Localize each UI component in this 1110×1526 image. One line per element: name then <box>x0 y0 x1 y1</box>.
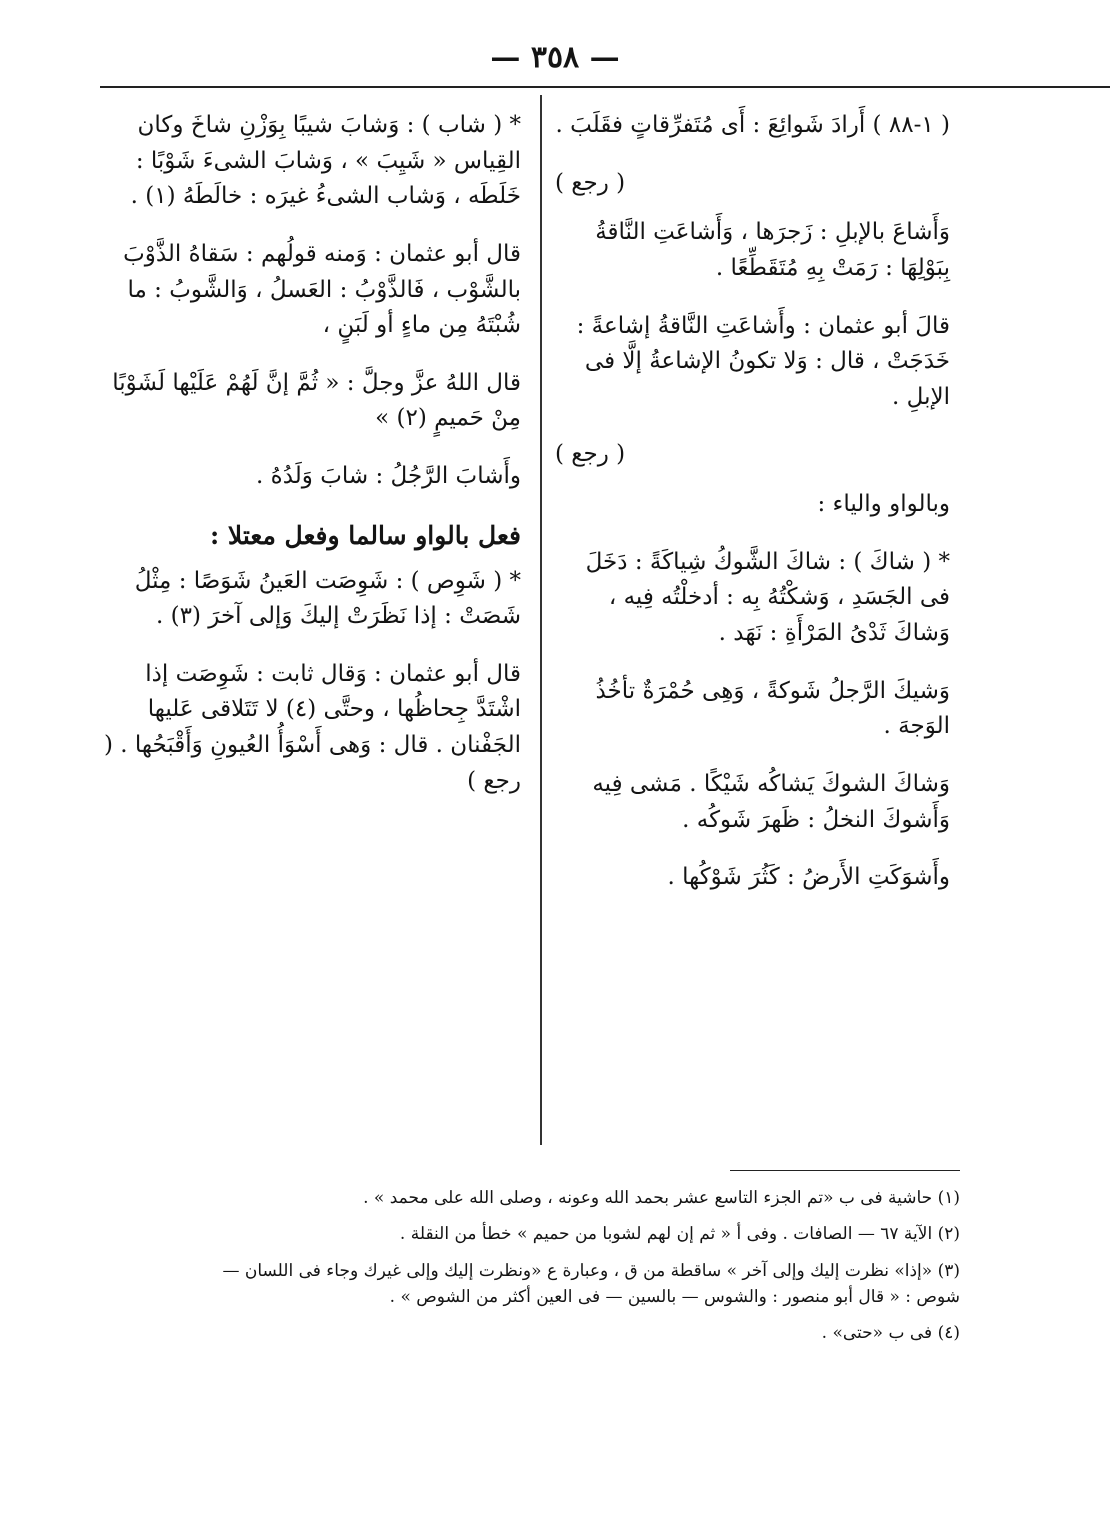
rujiʿ-tag: ( رجع ) <box>555 169 626 196</box>
footnote: (٤) فى ب «حتى» . <box>821 1323 960 1344</box>
paragraph: قال أبو عثمان : وَقال ثابت : شَوِصَت إذا اشْتَدَّ جِحاظُها ، وحتَّى (٤) لا تَتَلاقى عَليها الجَفْنان . قال : وَهى أَسْوَأُ العُيونِ وَأَقْبَحُها . ( رجع ) <box>103 660 521 794</box>
right-column <box>555 108 950 918</box>
footnote-rule <box>730 1170 960 1171</box>
section-heading: فعل بالواو سالما وفعل معتلا : <box>210 520 521 550</box>
paragraph: قال أبو عثمان : وَمنه قولُهم : سَقاهُ الذَّوْبَ بالشَّوْب ، فَالذَّوْبُ : العَسلُ ، وَالشَّوبُ : ما شُبْتَهُ مِن ماءٍ أو لَبَنٍ ، <box>123 240 521 339</box>
paragraph: * ( شاكَ ) : شاكَ الشَّوكُ شِياكَةً : دَخَلَ فى الجَسَدِ ، وَشكْتُهُ بِه : أدخلْتُه فِيه ، وَشاكَ ثَدْىُ المَرْأَةِ : نَهَد . <box>585 548 950 647</box>
paragraph: وَشاكَ الشوكَ يَشاكُه شَيْكًا . مَشى فِيه وَأَشوكَ النخلُ : ظَهرَ شَوكُه . <box>592 770 950 833</box>
footnotes <box>200 1185 960 1357</box>
column-divider <box>540 95 542 1145</box>
paragraph: وَشيكَ الرَّجلُ شَوكةً ، وَهِى حُمْرَةٌ تأخُذُ الوَجهَ . <box>595 677 950 740</box>
header-rule <box>100 86 1110 88</box>
paragraph: * ( شَوِص ) : شَوِصَت العَينُ شَوَصًا : مِثْلُ شَصَتْ : إذا نَظَرَتْ إليكَ وَإلى آخرَ (٣) . <box>134 567 521 630</box>
paragraph: وأَشوَكَتِ الأَرضُ : كَثُرَ شَوْكُها . <box>667 864 950 891</box>
paragraph: وأَشابَ الرَّجُلُ : شابَ وَلَدُهُ . <box>256 463 521 490</box>
rujiʿ-tag: ( رجع ) <box>555 441 626 468</box>
paragraph: * ( شاب ) : وَشابَ شيبًا بِوَزْنِ شاخَ وكان القِياس « شَيِبَ » ، وَشابَ الشىءَ شَوْبًا : خَلَطَه ، وَشاب الشىءُ غيرَه : خالَطَهُ (١) . <box>130 112 521 210</box>
paragraph: قالَ أبو عثمان : وأَشاعَتِ النَّاقةُ إشاعةً : خَدَجَتْ ، قال : وَلا تكونُ الإشاعةُ إلَّا فى الإبلِ . <box>576 312 950 410</box>
footnote: (٣) «إذا» نظرت إليك وإلى آخر » ساقطة من ق ، وعبارة ع «ونظرت إليك وإلى غيرك وجاء فى اللسان — شوص : « قال أبو منصور : والشوس — بالسين — فى العين أكثر من الشوص » . <box>222 1260 960 1308</box>
footnote: (٢) الآية ٦٧ — الصافات . وفى أ « ثم إن لهم لشوبا من حميم » خطأ من النقلة . <box>399 1224 960 1245</box>
footnote: (١) حاشية فى ب «تم الجزء التاسع عشر بحمد الله وعونه ، وصلى الله على محمد » . <box>363 1188 960 1208</box>
left-column <box>103 108 521 821</box>
paragraph: وبالواو والياء : <box>817 491 950 518</box>
page-number: — ٣٥٨ — <box>490 40 620 75</box>
paragraph: وَأَشاعَ بالإبلِ : زَجرَها ، وَأَشاعَتِ النَّاقةُ بِبَوْلِهَا : رَمَتْ بِهِ مُتَقَطِّعًا . <box>595 219 950 281</box>
paragraph: ( ١-٨٨ ) أَرادَ شَوائِعَ : أَى مُتَفرِّقاتٍ فقَلَبَ . <box>555 112 950 138</box>
paragraph: قال اللهُ عزَّ وجلَّ : « ثُمَّ إنَّ لَهُمْ عَلَيْها لَشَوْبًا مِنْ حَميمٍ (٢) » <box>112 369 521 432</box>
